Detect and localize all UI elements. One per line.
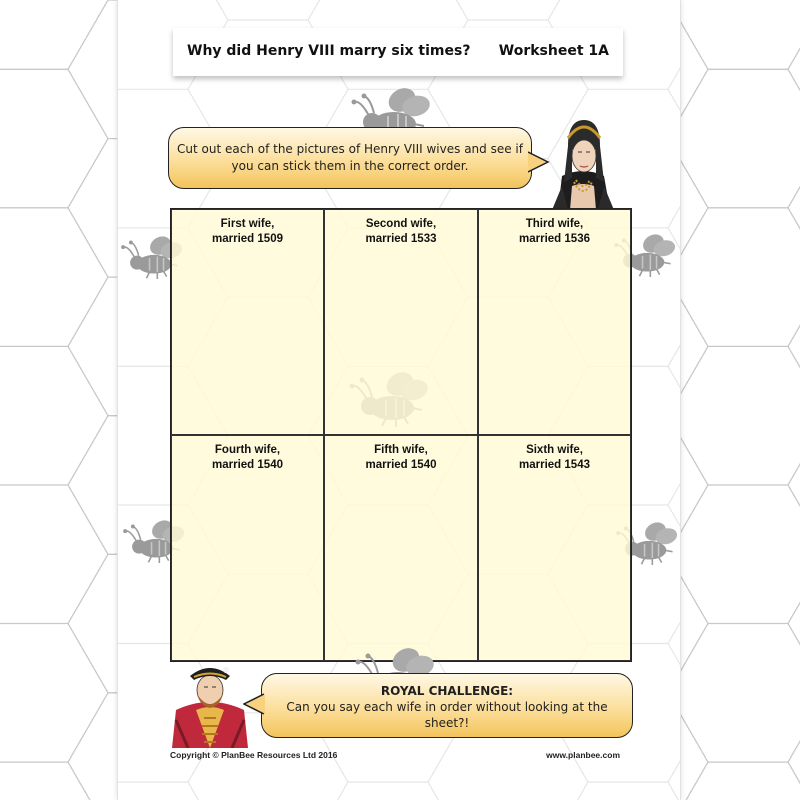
hexagon-outline (668, 762, 800, 800)
challenge-line-1: Can you say each wife in order without looking at the (286, 700, 608, 714)
wife-cell[interactable] (171, 435, 324, 661)
website-link[interactable]: www.planbee.com (546, 750, 620, 760)
challenge-bubble (261, 673, 633, 738)
wife-label: First wife, (220, 218, 275, 230)
wife-year: married 1536 (519, 233, 590, 245)
hexagon-outline (0, 69, 108, 208)
hexagon-outline (428, 0, 588, 20)
copyright-text: Copyright © PlanBee Resources Ltd 2016 (170, 750, 338, 760)
wife-year: married 1543 (519, 459, 590, 471)
hexagon-outline (788, 277, 800, 416)
queen-portrait (538, 116, 628, 210)
worksheet-header (173, 28, 623, 76)
page-title: Why did Henry VIII marry six times? (187, 43, 471, 59)
hexagon-outline (668, 0, 800, 69)
wife-label: Sixth wife, (526, 444, 583, 456)
hexagon-outline (0, 485, 108, 624)
hexagon-outline (668, 346, 800, 485)
hexagon-outline (668, 574, 680, 713)
hexagon-outline (548, 782, 680, 800)
instruction-bubble (168, 127, 532, 189)
hexagon-outline (788, 0, 800, 139)
wives-grid (170, 208, 632, 662)
worksheet-page (118, 0, 680, 800)
hexagon-outline (0, 0, 108, 69)
wife-label: Fourth wife, (214, 444, 281, 456)
hexagon-outline (668, 297, 680, 436)
hexagon-outline (668, 20, 680, 159)
hexagon-outline (668, 485, 800, 624)
hexagon-outline (668, 713, 680, 800)
wife-cell[interactable] (324, 435, 478, 661)
instruction-line-2: you can stick them in the correct order. (231, 159, 469, 173)
wife-year: married 1540 (365, 459, 437, 471)
hexagon-outline (0, 208, 108, 347)
challenge-heading: ROYAL CHALLENGE: (380, 684, 514, 698)
worksheet-number: Worksheet 1A (498, 43, 609, 59)
king-portrait (168, 660, 252, 748)
hexagon-outline (788, 554, 800, 693)
hexagon-outline (788, 139, 800, 278)
wife-year: married 1509 (212, 233, 283, 245)
hexagon-outline (788, 416, 800, 555)
wife-year: married 1540 (212, 459, 283, 471)
wife-label: Third wife, (525, 218, 584, 230)
instruction-line-1: Cut out each of the pictures of Henry VIII wives and see if (177, 142, 523, 156)
hexagon-outline (0, 346, 108, 485)
hexagon-outline (668, 624, 800, 763)
wife-cell[interactable] (478, 209, 631, 435)
wife-cell[interactable] (478, 435, 631, 661)
bubble-tail (243, 692, 265, 718)
hexagon-outline (118, 782, 228, 800)
hexagon-outline (668, 69, 800, 208)
wife-label: Second wife, (365, 218, 437, 230)
wife-year: married 1533 (365, 233, 437, 245)
hexagon-outline (668, 208, 800, 347)
hexagon-outline (308, 782, 468, 800)
hexagon-outline (0, 762, 108, 800)
hexagon-outline (0, 624, 108, 763)
hexagon-outline (668, 0, 680, 20)
hexagon-outline (188, 0, 348, 20)
wife-label: Fifth wife, (374, 444, 428, 456)
wife-cell[interactable] (171, 209, 324, 435)
wife-cell[interactable] (324, 209, 478, 435)
challenge-line-2: sheet?! (424, 716, 470, 730)
hexagon-outline (788, 693, 800, 800)
